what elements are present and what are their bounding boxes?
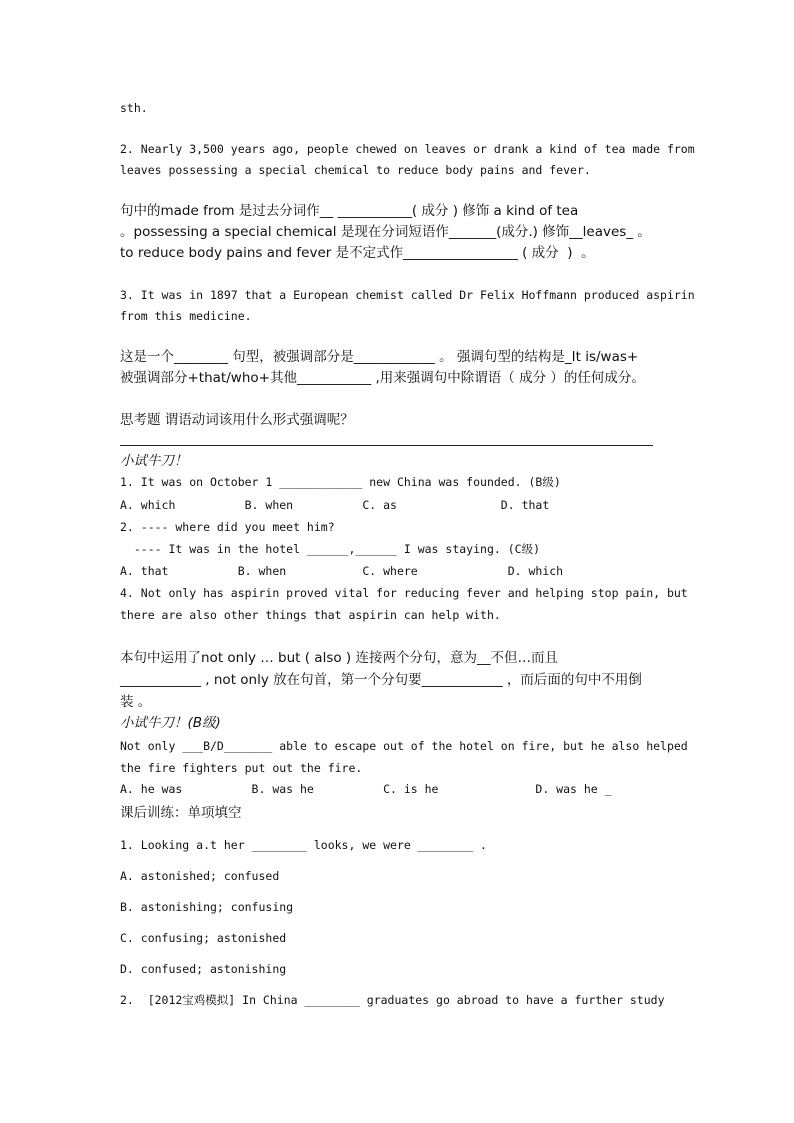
text-line: 2. Nearly 3,500 years ago, people chewed on leaves or drank a kind of tea made from bbox=[120, 142, 695, 156]
text-line: 这是一个________ 句型，被强调部分是____________ 。 强调句型的结构是_It is/was+ bbox=[120, 349, 639, 365]
text-line: 2. [2012宝鸡模拟] In China ________ graduates go abroad to have a further study bbox=[120, 993, 665, 1007]
text-line: 被强调部分+that/who+其他___________ ,用来强调句中除谓语（ 成分 ）的任何成分。 bbox=[120, 370, 645, 386]
text-line: 本句中运用了not only … but ( also ) 连接两个分句，意为__不但…而且 bbox=[120, 650, 558, 666]
text-line: A. that B. when C. where D. which bbox=[120, 564, 564, 578]
text-line: 3. It was in 1897 that a European chemist called Dr Felix Hoffmann produced aspirin bbox=[120, 288, 695, 302]
text-line: sth. bbox=[120, 101, 148, 115]
text-line: 4. Not only has aspirin proved vital for reducing fever and helping stop pain, but bbox=[120, 586, 688, 600]
text-line: ---- It was in the hotel ______,______ I was staying. (C级) bbox=[120, 542, 540, 556]
text-line: A. astonished; confused bbox=[120, 869, 280, 883]
text-line: 装 。 bbox=[120, 694, 152, 710]
text-line: C. confusing; astonished bbox=[120, 931, 287, 945]
text-line: 小试牛刀！(B级) bbox=[120, 715, 221, 731]
text-line: 思考题 谓语动词该用什么形式强调呢？ bbox=[120, 412, 354, 428]
text-line: ____________ , not only 放在句首，第一个分句要____________ ，而后面的句中不用倒 bbox=[120, 672, 642, 688]
text-line: 2. ---- where did you meet him? bbox=[120, 520, 335, 534]
text-line: 课后训练：单项填空 bbox=[120, 805, 242, 821]
text-line: 。possessing a special chemical 是现在分词短语作_______(成分.) 修饰__leaves_ 。 bbox=[120, 224, 651, 240]
text-line: A. which B. when C. as D. that bbox=[120, 498, 550, 512]
text-line: there are also other things that aspirin can help with. bbox=[120, 608, 501, 622]
text-line: the fire fighters put out the fire. bbox=[120, 761, 363, 775]
text-line: leaves possessing a special chemical to reduce body pains and fever. bbox=[120, 163, 591, 177]
text-line: A. he was B. was he C. is he D. was he _ bbox=[120, 782, 612, 796]
text-line: 句中的made from 是过去分词作__ ___________( 成分 ) 修饰 a kind of tea bbox=[120, 203, 579, 219]
divider-rule bbox=[120, 445, 653, 446]
text-line: 小试牛刀！ bbox=[120, 453, 188, 469]
text-line: from this medicine. bbox=[120, 309, 252, 323]
text-line: Not only ___B/D_______ able to escape out of the hotel on fire, but he also helped bbox=[120, 739, 688, 753]
text-line: B. astonishing; confusing bbox=[120, 900, 294, 914]
text-line: to reduce body pains and fever 是不定式作_________________ ( 成分 ) 。 bbox=[120, 245, 595, 261]
text-line: D. confused; astonishing bbox=[120, 962, 287, 976]
text-line: 1. It was on October 1 ____________ new China was founded. (B级) bbox=[120, 475, 561, 489]
text-line: 1. Looking a.t her ________ looks, we were ________ . bbox=[120, 838, 487, 852]
